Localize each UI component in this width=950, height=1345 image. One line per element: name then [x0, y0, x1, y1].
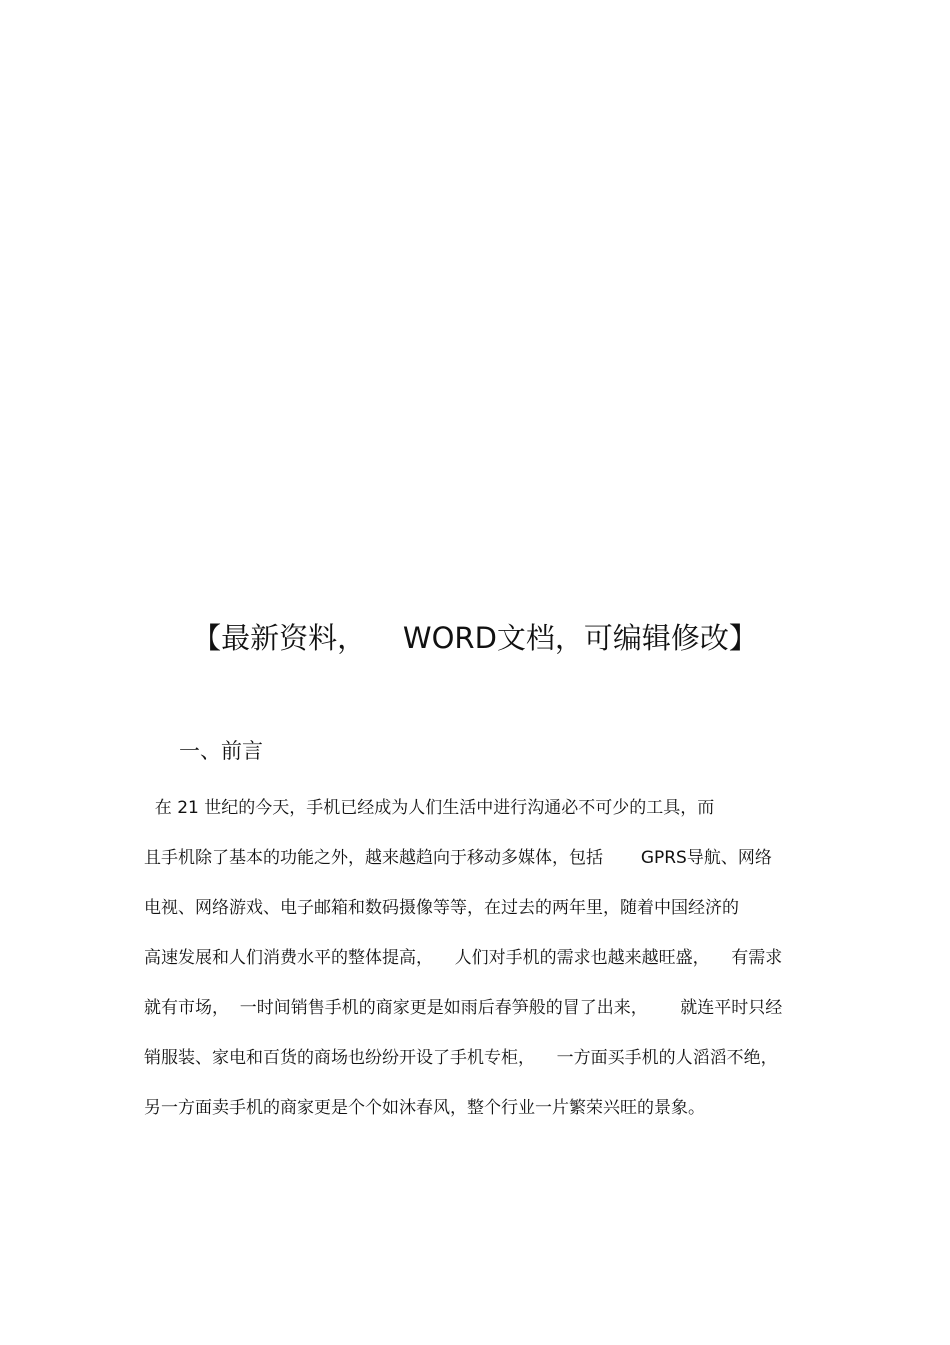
paragraph-line: 销服装、家电和百货的商场也纷纷开设了手机专柜， 一方面买手机的人滔滔不绝， [144, 1048, 778, 1068]
paragraph-line: 就有市场， 一时间销售手机的商家更是如雨后春笋般的冒了出来， 就连平时只经 [144, 998, 783, 1018]
paragraph-line: 高速发展和人们消费水平的整体提高， 人们对手机的需求也越来越旺盛， 有需求 [144, 948, 783, 968]
banner-title: 【最新资料， WORD文档，可编辑修改】 [192, 621, 758, 655]
paragraph-line: 另一方面卖手机的商家更是个个如沐春风，整个行业一片繁荣兴旺的景象。 [144, 1098, 705, 1118]
paragraph-line: 在 21 世纪的今天，手机已经成为人们生活中进行沟通必不可少的工具，而 [144, 798, 715, 818]
paragraph-line: 电视、网络游戏、电子邮箱和数码摄像等等，在过去的两年里，随着中国经济的 [144, 898, 739, 918]
section-heading: 一、前言 [179, 739, 263, 763]
paragraph-line: 且手机除了基本的功能之外，越来越趋向于移动多媒体，包括 GPRS导航、网络 [144, 848, 772, 868]
